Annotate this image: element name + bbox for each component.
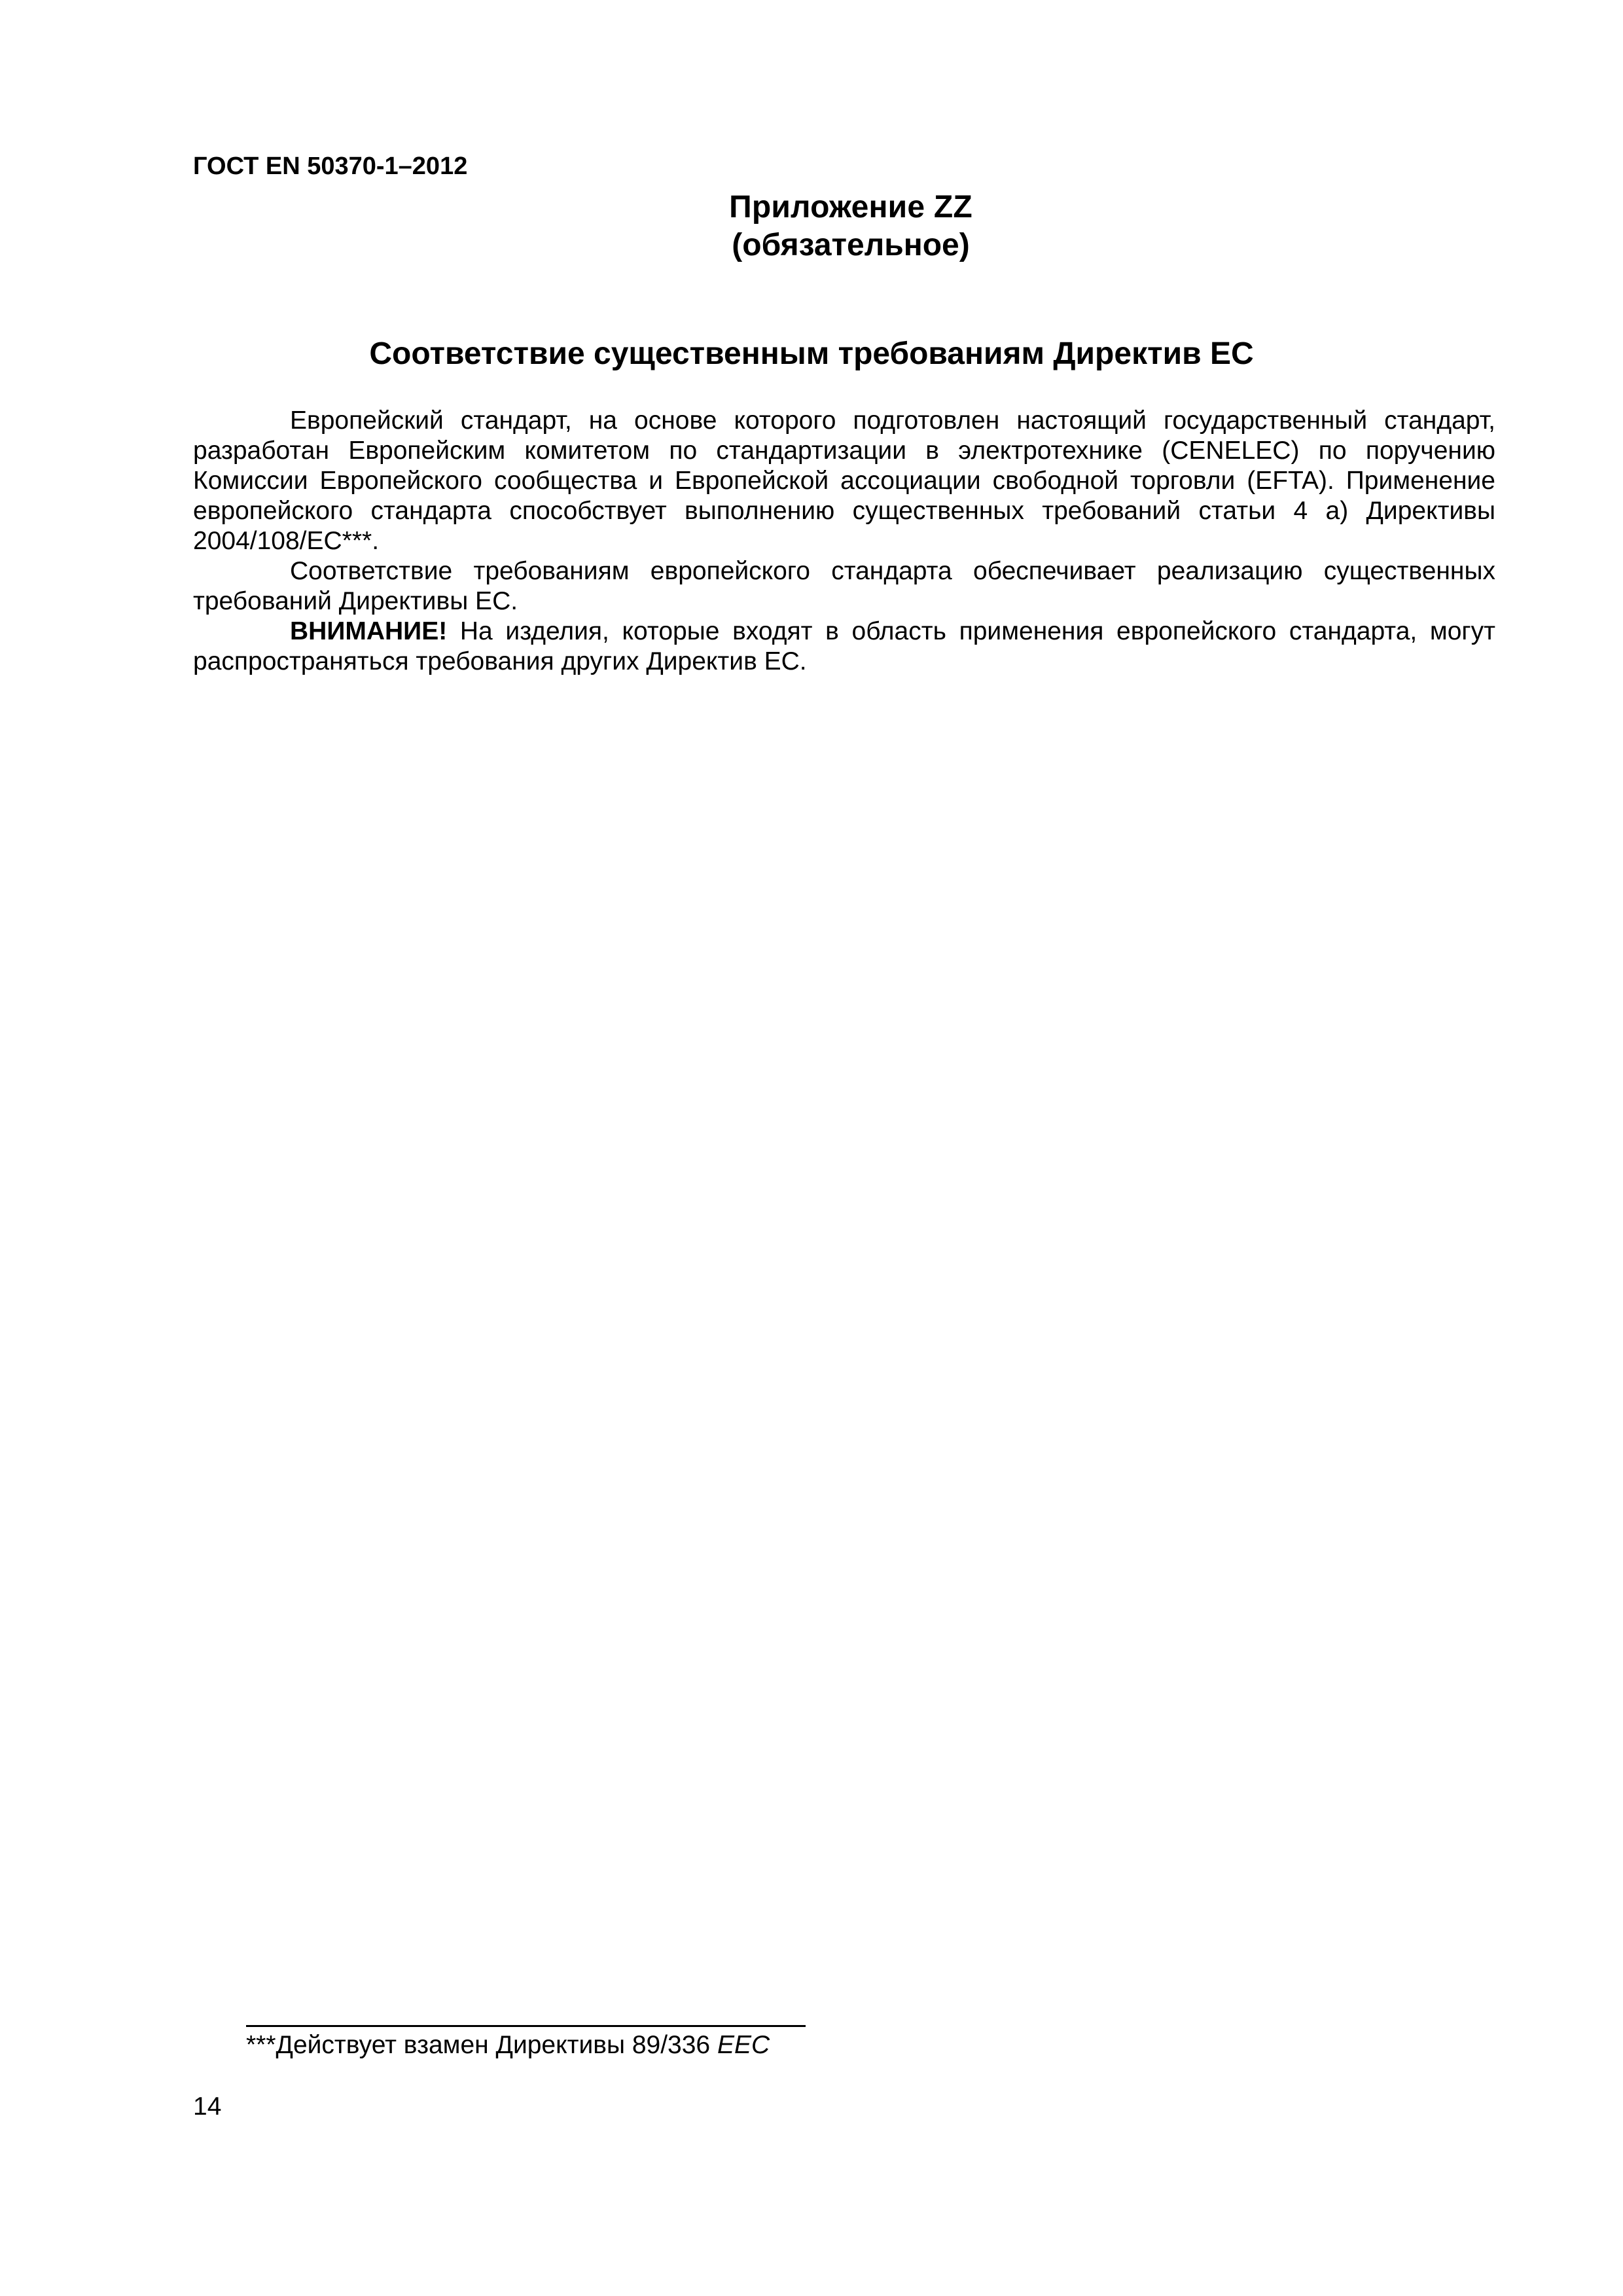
section-title: Соответствие существенным требованиям Директив ЕС: [369, 336, 1254, 371]
page-header-standard-code: ГОСТ EN 50370-1–2012: [193, 152, 468, 180]
footnote-text-italic: EEC: [717, 2031, 770, 2059]
body-text: [193, 406, 1495, 677]
paragraph-2: Соответствие требованиям европейского стандарта обеспечивает реализацию существенных требований Директивы ЕС.: [193, 557, 1495, 615]
paragraph-3: [193, 617, 1495, 677]
page-number: 14: [193, 2092, 222, 2121]
annex-status: (обязательное): [732, 228, 970, 262]
annex-title: Приложение ZZ: [729, 190, 972, 224]
footnote-text: ***Действует взамен Директивы 89/336: [246, 2031, 717, 2059]
warning-text: На изделия, которые входят в область применения европейского стандарта, могут распространяться требования других Директив ЕС.: [193, 617, 1495, 675]
footnote-divider: [246, 2025, 806, 2027]
paragraph-1: Европейский стандарт, на основе которого подготовлен настоящий государственный стандарт, разработан Европейским комитетом по стандартизации в электротехнике (CENELEC) по поручению Комиссии Европейского сообщества и Европейской ассоциации свободной торговли (EFTA). Применение европейского стандарта способствует выполнению существенных требований статьи 4 a) Директивы 2004/108/EC***.: [193, 406, 1495, 555]
warning-label: ВНИМАНИЕ!: [290, 617, 448, 645]
footnote: [246, 2030, 770, 2060]
annex-heading: [654, 188, 1047, 264]
